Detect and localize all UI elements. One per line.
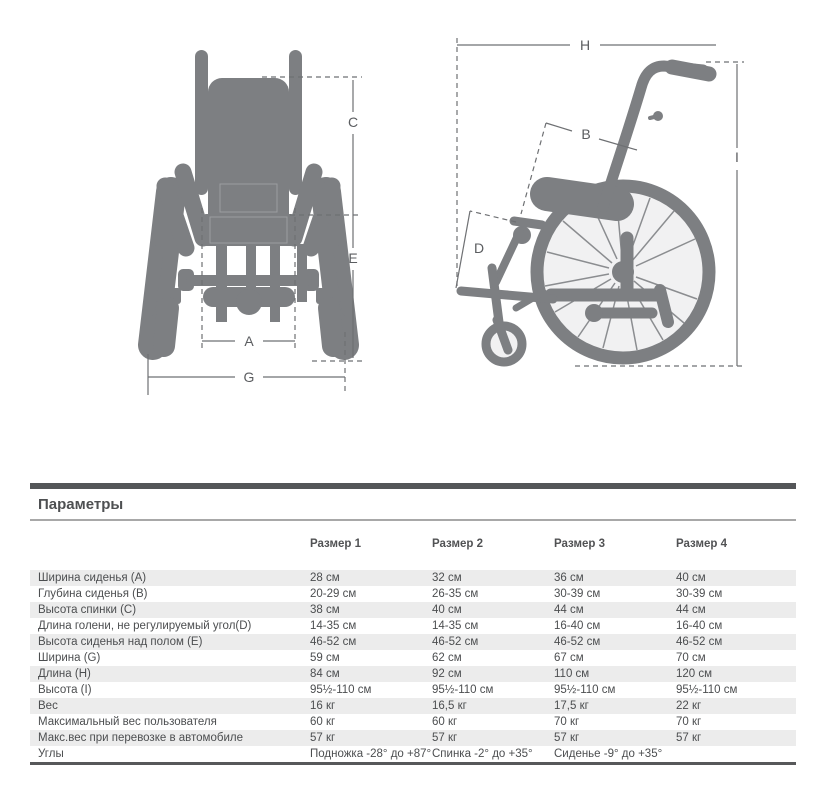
size-column-header: Размер 4 — [676, 538, 728, 550]
param-value: 95½-110 см — [310, 684, 372, 696]
param-value: 84 см — [310, 668, 340, 680]
table-row — [30, 746, 796, 764]
param-value: 95½-110 см — [554, 684, 616, 696]
param-label: Углы — [38, 748, 64, 760]
param-value: 40 см — [432, 604, 462, 616]
param-value: 40 см — [676, 572, 706, 584]
table-row — [30, 666, 796, 682]
push-handle — [195, 50, 208, 195]
dim-line-d — [456, 211, 470, 288]
dimension-label-h: H — [579, 37, 591, 53]
dimension-label-d: D — [473, 240, 485, 256]
param-value: 59 см — [310, 652, 340, 664]
param-value: 30-39 см — [554, 588, 601, 600]
param-label: Макс.вес при перевозке в автомобиле — [38, 732, 243, 744]
frame-ball-end — [585, 304, 603, 322]
param-value: 16,5 кг — [432, 700, 467, 712]
dimension-label-i: I — [735, 149, 739, 165]
param-value: 57 кг — [310, 732, 336, 744]
param-value: 70 кг — [554, 716, 580, 728]
param-value: 120 см — [676, 668, 713, 680]
param-value: 14-35 см — [310, 620, 357, 632]
table-row — [30, 714, 796, 730]
table-row — [30, 602, 796, 618]
param-value: 60 кг — [432, 716, 458, 728]
param-value: 110 см — [554, 668, 590, 680]
param-value: 30-39 см — [676, 588, 723, 600]
dimension-label-g: G — [243, 369, 255, 385]
param-value: 46-52 см — [310, 636, 357, 648]
axle-bar — [186, 275, 312, 286]
hanger-bar — [297, 244, 307, 302]
param-value: 17,5 кг — [554, 700, 589, 712]
table-header-row — [30, 534, 796, 570]
parameters-table — [30, 534, 796, 765]
parameters-table-body — [30, 570, 796, 764]
front-frame-diagonal — [496, 231, 520, 282]
param-value: 70 кг — [676, 716, 702, 728]
param-value — [674, 746, 796, 764]
param-value: 16 кг — [310, 700, 336, 712]
param-value: 38 см — [310, 604, 340, 616]
param-value: Подножка -28° до +87° — [310, 748, 432, 760]
push-handle-grip — [672, 67, 709, 74]
param-name-header — [30, 534, 308, 570]
param-label: Высота сиденья над полом (Е) — [38, 636, 203, 648]
param-value: 44 см — [676, 604, 706, 616]
dimension-label-e: E — [348, 250, 358, 266]
param-value: 26-35 см — [432, 588, 479, 600]
param-label: Длина голени, не регулируемый угол(D) — [38, 620, 252, 632]
param-value: Спинка -2° до +35° — [432, 748, 533, 760]
param-label: Ширина (G) — [38, 652, 101, 664]
param-value: 46-52 см — [432, 636, 479, 648]
tube-knob-peg — [650, 116, 658, 118]
param-label: Высота (I) — [38, 684, 92, 696]
table-row — [30, 698, 796, 714]
dimension-label-c: C — [347, 114, 359, 130]
table-row — [30, 650, 796, 666]
frame-stub — [660, 290, 668, 322]
param-value: 95½-110 см — [432, 684, 494, 696]
param-value: 32 см — [432, 572, 462, 584]
param-value: 57 кг — [554, 732, 580, 744]
dim-extension-d — [470, 211, 516, 222]
param-label: Глубина сиденья (В) — [38, 588, 148, 600]
param-value: 16-40 см — [676, 620, 723, 632]
table-row — [30, 570, 796, 586]
table-row — [30, 634, 796, 650]
size-column-header: Размер 2 — [432, 538, 484, 550]
param-value: 36 см — [554, 572, 584, 584]
param-value: 57 кг — [676, 732, 702, 744]
table-row — [30, 682, 796, 698]
param-value: 16-40 см — [554, 620, 601, 632]
param-value: 46-52 см — [554, 636, 601, 648]
param-value: 14-35 см — [432, 620, 479, 632]
table-row — [30, 586, 796, 602]
param-value: 70 см — [676, 652, 706, 664]
param-value: 20-29 см — [310, 588, 357, 600]
param-value: 92 см — [432, 668, 462, 680]
caster-wheel — [164, 308, 168, 346]
param-value: 44 см — [554, 604, 584, 616]
param-value: 67 см — [554, 652, 584, 664]
dimension-label-a: A — [244, 333, 254, 349]
size-column-header: Размер 1 — [310, 538, 362, 550]
param-value: Сиденье -9° до +35° — [554, 748, 663, 760]
section-title: Параметры — [30, 489, 796, 521]
seat-pan — [203, 214, 294, 246]
param-value: 60 кг — [310, 716, 336, 728]
side-view-drawing — [461, 66, 709, 362]
param-value: 46-52 см — [676, 636, 723, 648]
side-frame-bar — [149, 252, 157, 310]
seat-front-edge — [514, 221, 542, 225]
table-row — [30, 618, 796, 634]
table-row — [30, 730, 796, 746]
parameters-section — [30, 483, 796, 765]
param-label: Длина (Н) — [38, 668, 91, 680]
param-value: 62 см — [432, 652, 462, 664]
param-label: Высота спинки (С) — [38, 604, 137, 616]
param-value: 22 кг — [676, 700, 702, 712]
param-label: Ширина сиденья (А) — [38, 572, 147, 584]
param-value: 57 кг — [432, 732, 458, 744]
front-view-drawing — [149, 50, 348, 346]
dimension-label-b: B — [581, 126, 591, 142]
size-column-header: Размер 3 — [554, 538, 606, 550]
front-view-left-side — [149, 50, 208, 346]
param-value: 95½-110 см — [676, 684, 738, 696]
param-label: Максимальный вес пользователя — [38, 716, 217, 728]
footplate-knob — [236, 289, 262, 315]
param-value: 28 см — [310, 572, 340, 584]
param-label: Вес — [38, 700, 58, 712]
